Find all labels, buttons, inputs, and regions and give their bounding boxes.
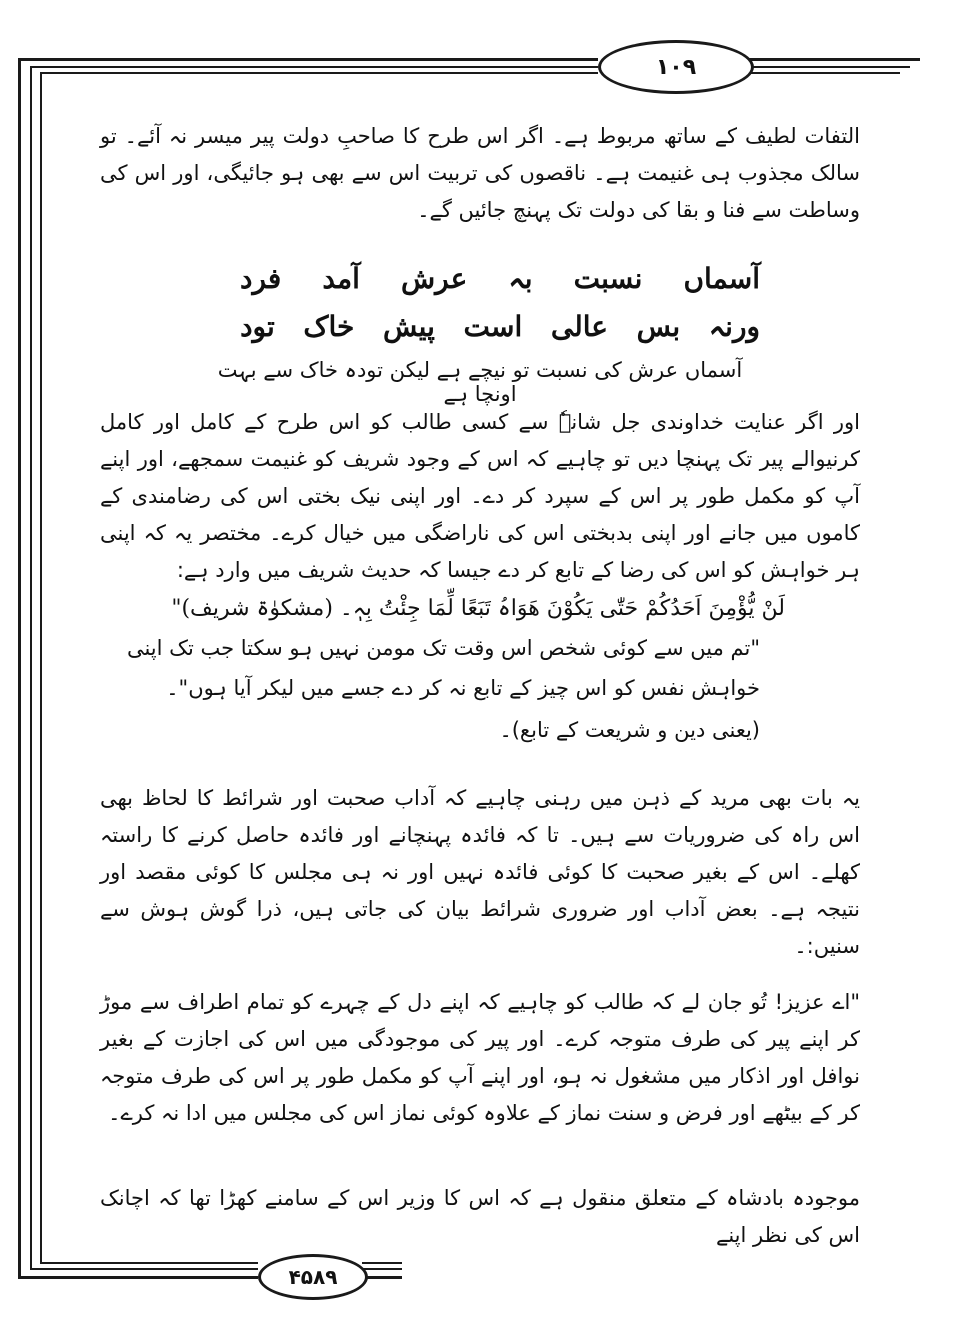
- hadith-arabic: لَنْ یُّؤْمِنَ اَحَدُکُمْ حَتّٰی یَکُوْنَ ھَوَاہُ تَبَعًا لِّمَا جِئْتُ بِہٖ۔ (مشکوٰۃ شریف)": [171, 596, 785, 621]
- verse1-word: آمد: [322, 262, 360, 295]
- verse2-word: پیش: [382, 310, 435, 343]
- verse-line-1: [240, 262, 760, 295]
- frame-bottom-3: [40, 1262, 258, 1264]
- verse2-word: بس: [636, 310, 681, 343]
- frame-top-r3: [748, 72, 900, 74]
- hadith-translation-2: خواہش نفس کو اس چیز کے تابع نہ کر دے جسے میں لیکر آیا ہوں"۔: [166, 676, 760, 700]
- frame-bottom-r2: [362, 1268, 402, 1270]
- page-number-top: ۱۰۹: [598, 40, 754, 94]
- paragraph-2: اور اگر عنایت خداوندی جل شانہٗ سے کسی طالب کو اس طرح کے کامل اور کامل کرنیوالے پیر تک پہنچا دیں تو چاہیے کہ اس کے وجود شریف کو غنیمت سمجھے، اور اپنے آپ کو مکمل طور پر اس کے سپرد کر دے۔ اور اپنی نیک بختی اس کی رضامندی کے کاموں میں جانے اور اپنی بدبختی اس کی ناراضگی میں خیال کرے۔ مختصر یہ کہ اپنی ہر خواہش کو اس کی رضا کے تابع کر دے جیسا کہ حدیث شریف میں وارد ہے:: [100, 410, 860, 582]
- verse1-word: نسبت: [573, 262, 643, 295]
- paragraph-5: موجودہ بادشاہ کے متعلق منقول ہے کہ اس کا وزیر اس کے سامنے کھڑا تھا کہ اچانک اس کی نظر اپنے: [100, 1186, 860, 1247]
- verse-line-2: [240, 310, 760, 343]
- verse2-word: است: [463, 310, 523, 343]
- paragraph-4: "اے عزیز! تُو جان لے کہ طالب کو چاہیے کہ اپنے دل کے چہرے کو تمام اطراف سے موڑ کر اپنے پیر کی طرف متوجہ کرے۔ اور پیر کی موجودگی میں اس کی اجازت کے بغیر نوافل اور اذکار میں مشغول نہ ہو، اور اپنے آپ کو مکمل طور پر اس کی طرف متوجہ کر کے بیٹھے اور فرض و سنت نماز کے علاوہ کوئی نماز اس کی مجلس میں ادا نہ کرے۔: [100, 990, 860, 1125]
- hadith-translation-3: (یعنی دین و شریعت کے تابع)۔: [499, 718, 760, 742]
- frame-top-1: [18, 58, 598, 61]
- frame-bottom-r3: [362, 1262, 402, 1264]
- verse2-word: ورنہ: [708, 310, 760, 343]
- verse2-word: عالی: [550, 310, 608, 343]
- paragraph-1: التفات لطیف کے ساتھ مربوط ہے۔ اگر اس طرح کا صاحبِ دولت پیر میسر نہ آئے۔ تو سالک مجذوب ہی غنیمت ہے۔ ناقصوں کی تربیت اس سے بھی ہو جائیگی، اور اس کی وساطت سے فنا و بقا کی دولت تک پہنچ جائیں گے۔: [100, 124, 860, 222]
- frame-top-r2: [748, 66, 910, 68]
- verse2-word: خاک: [303, 310, 355, 343]
- page-number-bottom: ۴۵۸۹: [258, 1254, 368, 1300]
- frame-bottom-r1: [362, 1276, 402, 1279]
- verse1-word: بہ: [508, 262, 533, 295]
- frame-bottom-2: [30, 1268, 258, 1270]
- frame-top-2: [30, 66, 598, 68]
- verse1-word: آسماں: [683, 262, 760, 295]
- frame-left-1: [18, 58, 21, 1278]
- frame-bottom-1: [18, 1276, 258, 1279]
- paragraph-3: یہ بات بھی مرید کے ذہن میں رہنی چاہیے کہ آداب صحبت اور شرائط کا لحاظ بھی اس راہ کی ضروریات سے ہیں۔ تا کہ فائدہ پہنچانے اور فائدہ حاصل کرنے کا راستہ کھلے۔ اس کے بغیر صحبت کا کوئی فائدہ نہیں اور نہ ہی مجلس کا کوئی مقصد اور نتیجہ ہے۔ بعض آداب اور ضروری شرائط بیان کی جاتی ہیں، ذرا گوش ہوش سے سنیں:۔: [100, 786, 860, 958]
- verse-translation: آسماں عرش کی نسبت تو نیچے ہے لیکن تودہ خاک سے بہت اونچا ہے: [217, 358, 743, 406]
- frame-top-3: [40, 72, 598, 74]
- verse1-word: فرد: [240, 262, 282, 295]
- verse2-word: تود: [240, 310, 275, 343]
- hadith-translation-1: "تم میں سے کوئی شخص اس وقت تک مومن نہیں ہو سکتا جب تک اپنی: [126, 636, 760, 660]
- frame-left-2: [30, 66, 32, 1270]
- verse1-word: عرش: [400, 262, 468, 295]
- frame-left-3: [40, 72, 42, 1264]
- frame-top-r1: [748, 58, 920, 61]
